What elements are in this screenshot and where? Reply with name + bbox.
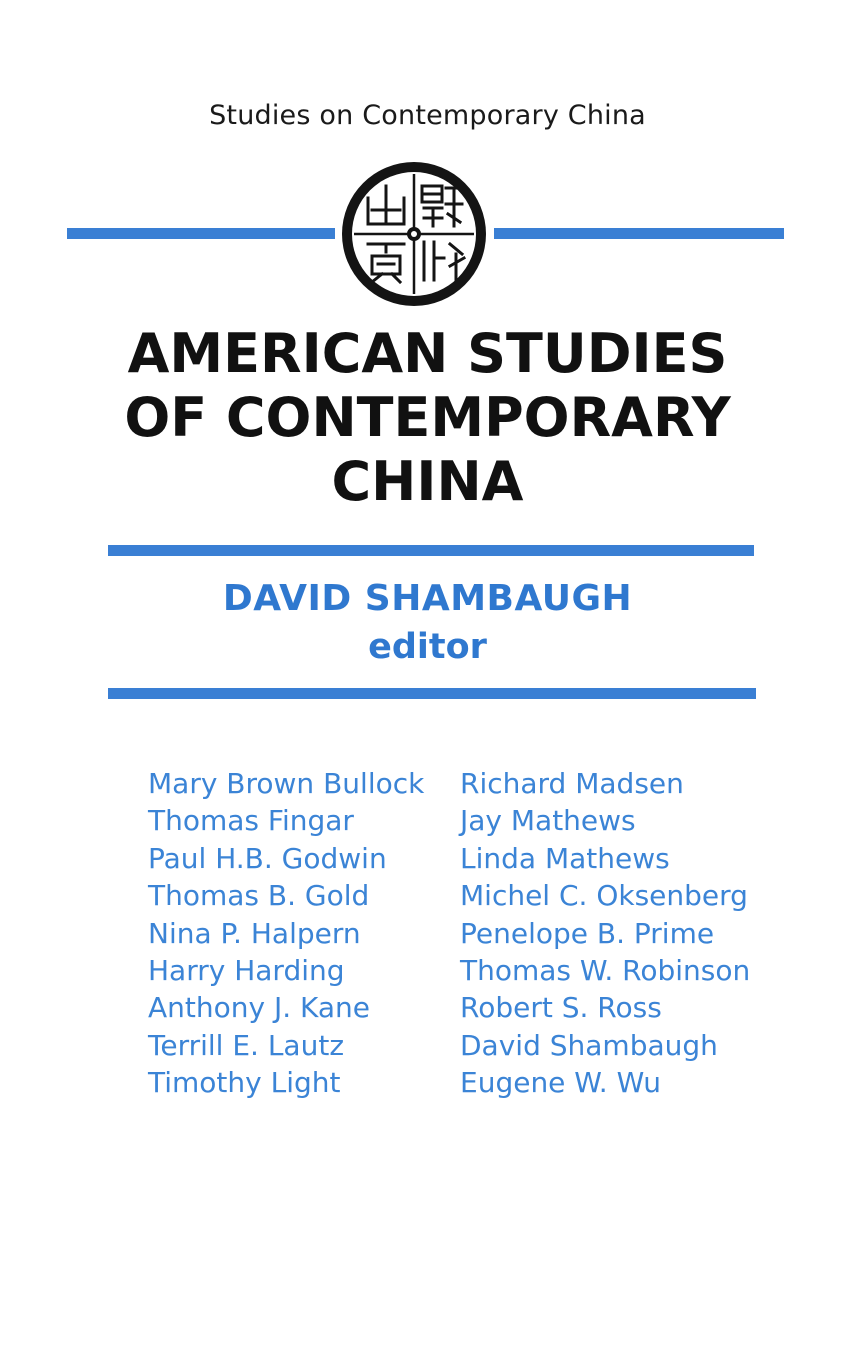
contributor-name: Nina P. Halpern xyxy=(148,916,361,950)
contributor-name: Thomas B. Gold xyxy=(148,879,370,913)
contributor-name: Jay Mathews xyxy=(460,804,636,838)
series-title: Studies on Contemporary China xyxy=(209,100,646,131)
contributor-name: Anthony J. Kane xyxy=(148,991,371,1025)
contributor-name: Harry Harding xyxy=(148,953,345,987)
top-rule-right xyxy=(494,228,784,239)
title-line-2: OF CONTEMPORARY xyxy=(124,386,731,449)
title-line-3: CHINA xyxy=(331,450,524,513)
middle-rule xyxy=(108,545,754,556)
contributor-name: Eugene W. Wu xyxy=(460,1066,662,1100)
contributor-name: Penelope B. Prime xyxy=(460,916,715,950)
contributor-name: Terrill E. Lautz xyxy=(148,1028,345,1062)
contributor-name: Thomas Fingar xyxy=(148,804,354,838)
contributor-name: Robert S. Ross xyxy=(460,991,662,1025)
contributor-name: Richard Madsen xyxy=(460,767,684,800)
editor-role: editor xyxy=(368,627,487,667)
contributors-right-column xyxy=(460,765,750,1102)
top-rule-left xyxy=(67,228,335,239)
chinese-seal-emblem-icon xyxy=(338,158,490,310)
contributor-name: David Shambaugh xyxy=(460,1028,718,1062)
editor-name: DAVID SHAMBAUGH xyxy=(222,578,633,619)
bottom-rule xyxy=(108,688,756,699)
book-title xyxy=(0,322,855,514)
contributor-name: Mary Brown Bullock xyxy=(148,767,425,800)
contributor-name: Linda Mathews xyxy=(460,841,670,875)
contributor-name: Thomas W. Robinson xyxy=(460,953,751,987)
title-line-1: AMERICAN STUDIES xyxy=(127,322,728,385)
contributors-left-column xyxy=(148,765,424,1102)
contributor-name: Michel C. Oksenberg xyxy=(460,879,748,913)
contributor-name: Timothy Light xyxy=(148,1066,341,1100)
contributor-name: Paul H.B. Godwin xyxy=(148,841,387,875)
